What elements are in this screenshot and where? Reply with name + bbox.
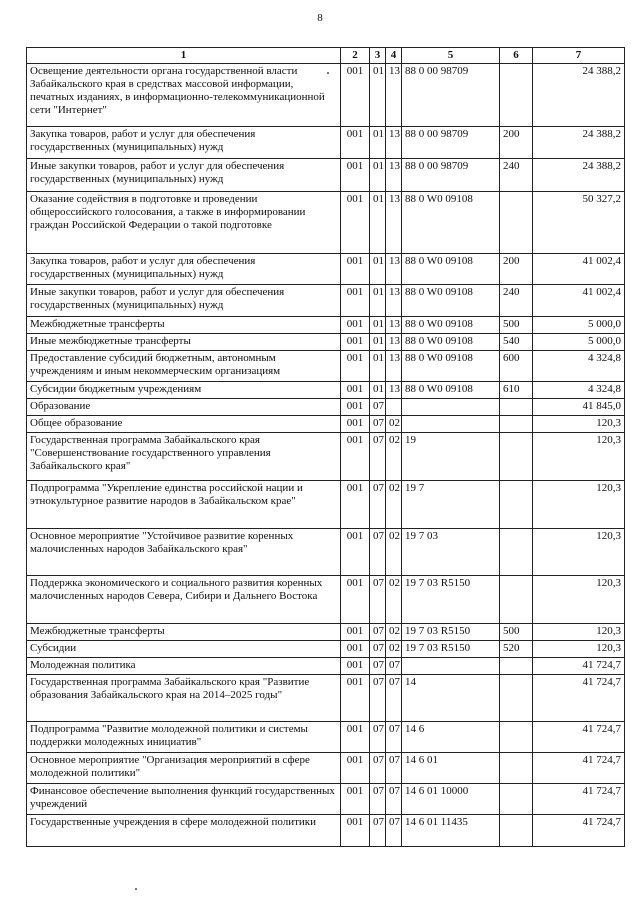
- grbs-code: 001: [341, 334, 370, 351]
- grbs-code: 001: [341, 351, 370, 382]
- section-code: 01: [370, 334, 386, 351]
- target-article-code: 14: [402, 675, 500, 722]
- section-code: 01: [370, 192, 386, 254]
- subsection-code: 02: [386, 433, 402, 481]
- item-name: Оказание содействия в подготовке и проведении общероссийского голосования, а также в информировании граждан Российской Федерации о такой подготовке: [27, 192, 341, 254]
- amount: 120,3: [533, 433, 625, 481]
- section-code: 01: [370, 382, 386, 399]
- header-cell: 4: [386, 48, 402, 64]
- expense-type-code: [500, 576, 533, 624]
- section-code: 07: [370, 416, 386, 433]
- amount: 5 000,0: [533, 317, 625, 334]
- target-article-code: 88 0 W0 09108: [402, 254, 500, 285]
- expense-type-code: 600: [500, 351, 533, 382]
- subsection-code: 07: [386, 722, 402, 753]
- grbs-code: 001: [341, 382, 370, 399]
- target-article-code: 88 0 W0 09108: [402, 351, 500, 382]
- expense-type-code: [500, 399, 533, 416]
- item-name: Закупка товаров, работ и услуг для обеспечения государственных (муниципальных) нужд: [27, 127, 341, 159]
- table-row: [27, 658, 625, 675]
- item-name: Иные закупки товаров, работ и услуг для обеспечения государственных (муниципальных) нужд: [27, 159, 341, 192]
- item-name: Межбюджетные трансферты: [27, 624, 341, 641]
- subsection-code: 13: [386, 192, 402, 254]
- table-row: [27, 529, 625, 576]
- section-code: 07: [370, 529, 386, 576]
- section-code: 07: [370, 399, 386, 416]
- expense-type-code: 240: [500, 159, 533, 192]
- item-name: Финансовое обеспечение выполнения функций государственных учреждений: [27, 784, 341, 815]
- target-article-code: 19: [402, 433, 500, 481]
- table-row: [27, 285, 625, 317]
- target-article-code: 19 7: [402, 481, 500, 529]
- subsection-code: 13: [386, 285, 402, 317]
- grbs-code: 001: [341, 815, 370, 847]
- target-article-code: 19 7 03 R5150: [402, 576, 500, 624]
- target-article-code: 88 0 00 98709: [402, 127, 500, 159]
- subsection-code: 13: [386, 159, 402, 192]
- amount: 120,3: [533, 624, 625, 641]
- table-row: [27, 399, 625, 416]
- section-code: 01: [370, 159, 386, 192]
- item-name: Субсидии бюджетным учреждениям: [27, 382, 341, 399]
- table-row: [27, 815, 625, 847]
- item-name: Подпрограмма "Укрепление единства российской нации и этнокультурное развитие народов в Забайкальском крае": [27, 481, 341, 529]
- target-article-code: 88 0 00 98709: [402, 64, 500, 127]
- grbs-code: 001: [341, 254, 370, 285]
- amount: 24 388,2: [533, 159, 625, 192]
- expense-type-code: [500, 192, 533, 254]
- section-code: 07: [370, 433, 386, 481]
- section-code: 07: [370, 722, 386, 753]
- grbs-code: 001: [341, 722, 370, 753]
- grbs-code: 001: [341, 576, 370, 624]
- section-code: 07: [370, 675, 386, 722]
- target-article-code: 19 7 03 R5150: [402, 641, 500, 658]
- item-name: Основное мероприятие "Устойчивое развитие коренных малочисленных народов Забайкальского края": [27, 529, 341, 576]
- subsection-code: 02: [386, 576, 402, 624]
- subsection-code: 13: [386, 64, 402, 127]
- grbs-code: 001: [341, 285, 370, 317]
- item-name: Межбюджетные трансферты: [27, 317, 341, 334]
- table-row: [27, 722, 625, 753]
- subsection-code: 07: [386, 658, 402, 675]
- table-row: [27, 159, 625, 192]
- subsection-code: 02: [386, 529, 402, 576]
- amount: 120,3: [533, 416, 625, 433]
- scan-speck: [327, 72, 329, 74]
- header-cell: 6: [500, 48, 533, 64]
- amount: 41 002,4: [533, 254, 625, 285]
- section-code: 07: [370, 784, 386, 815]
- target-article-code: 88 0 W0 09108: [402, 334, 500, 351]
- table-row: [27, 641, 625, 658]
- item-name: Предоставление субсидий бюджетным, автономным учреждениям и иным некоммерческим организациям: [27, 351, 341, 382]
- item-name: Образование: [27, 399, 341, 416]
- subsection-code: 13: [386, 334, 402, 351]
- target-article-code: 88 0 W0 09108: [402, 382, 500, 399]
- table-row: [27, 784, 625, 815]
- page-number: 8: [317, 12, 323, 24]
- table-row: [27, 433, 625, 481]
- grbs-code: 001: [341, 127, 370, 159]
- amount: 4 324,8: [533, 351, 625, 382]
- table-row: [27, 382, 625, 399]
- amount: 24 388,2: [533, 127, 625, 159]
- target-article-code: 14 6 01 10000: [402, 784, 500, 815]
- expense-type-code: [500, 675, 533, 722]
- subsection-code: 13: [386, 382, 402, 399]
- target-article-code: 88 0 W0 09108: [402, 192, 500, 254]
- budget-table: [26, 47, 625, 847]
- header-cell: 3: [370, 48, 386, 64]
- amount: 50 327,2: [533, 192, 625, 254]
- table-row: [27, 192, 625, 254]
- subsection-code: 07: [386, 815, 402, 847]
- table-row: [27, 576, 625, 624]
- section-code: 07: [370, 576, 386, 624]
- grbs-code: 001: [341, 192, 370, 254]
- grbs-code: 001: [341, 159, 370, 192]
- item-name: Иные межбюджетные трансферты: [27, 334, 341, 351]
- section-code: 01: [370, 127, 386, 159]
- amount: 41 845,0: [533, 399, 625, 416]
- target-article-code: 88 0 00 98709: [402, 159, 500, 192]
- grbs-code: 001: [341, 529, 370, 576]
- expense-type-code: [500, 64, 533, 127]
- amount: 41 724,7: [533, 815, 625, 847]
- subsection-code: 07: [386, 784, 402, 815]
- item-name: Освещение деятельности органа государственной власти Забайкальского края в средствах массовой информации, печатных изданиях, в информационно-телекоммуникационной сети "Интернет": [27, 64, 341, 127]
- subsection-code: 02: [386, 416, 402, 433]
- header-cell: 5: [402, 48, 500, 64]
- expense-type-code: 500: [500, 317, 533, 334]
- amount: 120,3: [533, 641, 625, 658]
- amount: 4 324,8: [533, 382, 625, 399]
- section-code: 07: [370, 658, 386, 675]
- subsection-code: 13: [386, 127, 402, 159]
- expense-type-code: [500, 416, 533, 433]
- expense-type-code: [500, 481, 533, 529]
- target-article-code: 88 0 W0 09108: [402, 317, 500, 334]
- grbs-code: 001: [341, 624, 370, 641]
- grbs-code: 001: [341, 658, 370, 675]
- grbs-code: 001: [341, 416, 370, 433]
- table-row: [27, 351, 625, 382]
- header-cell: 1: [27, 48, 341, 64]
- subsection-code: 13: [386, 254, 402, 285]
- section-code: 01: [370, 351, 386, 382]
- amount: 120,3: [533, 481, 625, 529]
- section-code: 07: [370, 753, 386, 784]
- table-row: [27, 675, 625, 722]
- expense-type-code: 540: [500, 334, 533, 351]
- section-code: 01: [370, 285, 386, 317]
- target-article-code: [402, 658, 500, 675]
- expense-type-code: 240: [500, 285, 533, 317]
- amount: 5 000,0: [533, 334, 625, 351]
- table-row: [27, 254, 625, 285]
- table-row: [27, 624, 625, 641]
- table-row: [27, 416, 625, 433]
- item-name: Субсидии: [27, 641, 341, 658]
- header-cell: 2: [341, 48, 370, 64]
- table-row: [27, 127, 625, 159]
- subsection-code: 02: [386, 641, 402, 658]
- amount: 41 002,4: [533, 285, 625, 317]
- table-header-row: [27, 48, 625, 64]
- item-name: Государственная программа Забайкальского края "Совершенствование государственного управления Забайкальского края": [27, 433, 341, 481]
- amount: 120,3: [533, 576, 625, 624]
- grbs-code: 001: [341, 481, 370, 529]
- table-row: [27, 481, 625, 529]
- amount: 41 724,7: [533, 753, 625, 784]
- section-code: 07: [370, 481, 386, 529]
- target-article-code: 14 6 01 11435: [402, 815, 500, 847]
- amount: 120,3: [533, 529, 625, 576]
- amount: 41 724,7: [533, 675, 625, 722]
- target-article-code: [402, 416, 500, 433]
- target-article-code: [402, 399, 500, 416]
- expense-type-code: [500, 753, 533, 784]
- expense-type-code: 200: [500, 254, 533, 285]
- subsection-code: 02: [386, 481, 402, 529]
- expense-type-code: [500, 722, 533, 753]
- amount: 41 724,7: [533, 784, 625, 815]
- grbs-code: 001: [341, 641, 370, 658]
- scan-speck: [135, 888, 137, 890]
- target-article-code: 14 6: [402, 722, 500, 753]
- item-name: Подпрограмма "Развитие молодежной политики и системы поддержки молодежных инициатив": [27, 722, 341, 753]
- grbs-code: 001: [341, 64, 370, 127]
- subsection-code: 07: [386, 753, 402, 784]
- item-name: Государственные учреждения в сфере молодежной политики: [27, 815, 341, 847]
- expense-type-code: [500, 815, 533, 847]
- grbs-code: 001: [341, 433, 370, 481]
- table-row: [27, 334, 625, 351]
- item-name: Иные закупки товаров, работ и услуг для обеспечения государственных (муниципальных) нужд: [27, 285, 341, 317]
- header-cell: 7: [533, 48, 625, 64]
- item-name: Общее образование: [27, 416, 341, 433]
- item-name: Основное мероприятие "Организация мероприятий в сфере молодежной политики": [27, 753, 341, 784]
- subsection-code: 02: [386, 624, 402, 641]
- expense-type-code: [500, 529, 533, 576]
- item-name: Поддержка экономического и социального развития коренных малочисленных народов Севера, Сибири и Дальнего Востока: [27, 576, 341, 624]
- section-code: 01: [370, 317, 386, 334]
- amount: 24 388,2: [533, 64, 625, 127]
- section-code: 07: [370, 624, 386, 641]
- item-name: Молодежная политика: [27, 658, 341, 675]
- section-code: 01: [370, 254, 386, 285]
- amount: 41 724,7: [533, 658, 625, 675]
- subsection-code: 13: [386, 317, 402, 334]
- target-article-code: 19 7 03 R5150: [402, 624, 500, 641]
- expense-type-code: 610: [500, 382, 533, 399]
- expense-type-code: [500, 433, 533, 481]
- grbs-code: 001: [341, 399, 370, 416]
- target-article-code: 14 6 01: [402, 753, 500, 784]
- target-article-code: 19 7 03: [402, 529, 500, 576]
- amount: 41 724,7: [533, 722, 625, 753]
- section-code: 07: [370, 815, 386, 847]
- section-code: 01: [370, 64, 386, 127]
- item-name: Государственная программа Забайкальского края "Развитие образования Забайкальского края на 2014–2025 годы": [27, 675, 341, 722]
- subsection-code: [386, 399, 402, 416]
- section-code: 07: [370, 641, 386, 658]
- grbs-code: 001: [341, 784, 370, 815]
- table-row: [27, 64, 625, 127]
- target-article-code: 88 0 W0 09108: [402, 285, 500, 317]
- expense-type-code: 520: [500, 641, 533, 658]
- item-name: Закупка товаров, работ и услуг для обеспечения государственных (муниципальных) нужд: [27, 254, 341, 285]
- expense-type-code: [500, 784, 533, 815]
- expense-type-code: [500, 658, 533, 675]
- expense-type-code: 200: [500, 127, 533, 159]
- subsection-code: 13: [386, 351, 402, 382]
- table-row: [27, 753, 625, 784]
- expense-type-code: 500: [500, 624, 533, 641]
- subsection-code: 07: [386, 675, 402, 722]
- grbs-code: 001: [341, 753, 370, 784]
- table-row: [27, 317, 625, 334]
- grbs-code: 001: [341, 675, 370, 722]
- grbs-code: 001: [341, 317, 370, 334]
